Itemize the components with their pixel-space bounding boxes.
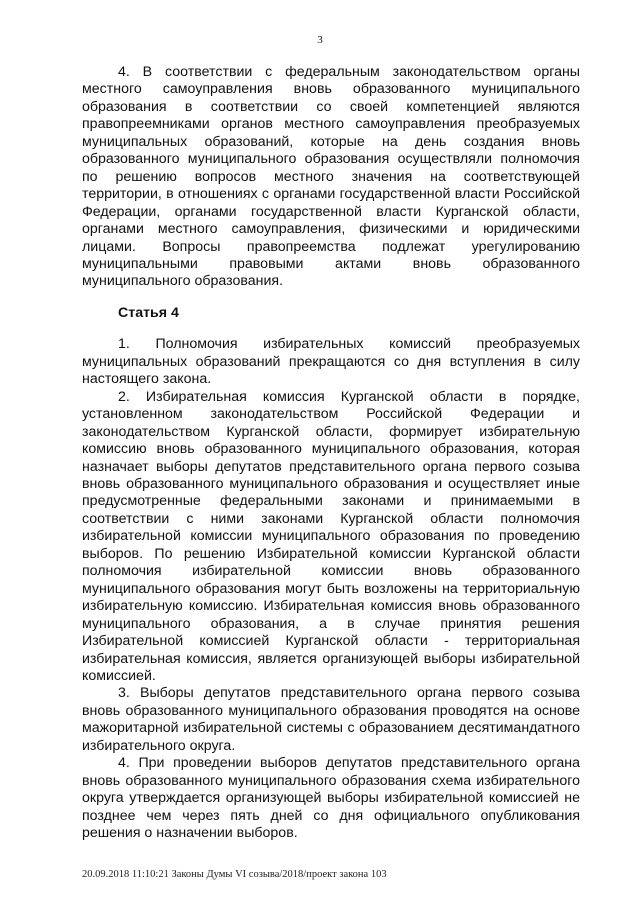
document-body bbox=[82, 64, 580, 842]
page-number: 3 bbox=[317, 34, 323, 46]
article-paragraph: 4. При проведении выборов депутатов представительного органа вновь образованного муниципального образования схема избирательного округа утверждается организующей выборы избирательной комиссией не позднее чем через пять дней со дня официального опубликования решения о назначении выборов. bbox=[82, 755, 580, 842]
article-paragraph: 1. Полномочия избирательных комиссий преобразуемых муниципальных образований прекращаются со дня вступления в силу настоящего закона. bbox=[82, 336, 580, 388]
article-paragraph: 2. Избирательная комиссия Курганской области в порядке, установленном законодательством Российской Федерации и законодательством Курганской области, формирует избирательную комиссию вновь образованного муниципального образования, которая назначает выборы депутатов представительного органа первого созыва вновь образованного муниципального образования и осуществляет иные предусмотренные федеральными законами и принимаемыми в соответствии с ними законами Курганской области полномочия избирательной комиссии муниципального образования по проведению выборов. По решению Избирательной комиссии Курганской области полномочия избирательной комиссии вновь образованного муниципального образования могут быть возложены на территориальную избирательную комиссию. Избирательная комиссия вновь образованного муниципального образования, а в случае принятия решения Избирательной комиссией Курганской области - территориальная избирательная комиссия, является организующей выборы избирательной комиссией. bbox=[82, 388, 580, 684]
article-heading: Статья 4 bbox=[118, 304, 179, 321]
paragraph-legal-succession: 4. В соответствии с федеральным законодательством органы местного самоуправления вновь образованного муниципального образования в соответствии со своей компетенцией являются правопреемниками органов местного самоуправления преобразуемых муниципальных образований, которые на день создания вновь образованного муниципального образования осуществляли полномочия по решению вопросов местного значения на соответствующей территории, в отношениях с органами государственной власти Российской Федерации, органами государственной власти Курганской области, органами местного самоуправления, физическими и юридическими лицами. Вопросы правопреемства подлежат урегулированию муниципальными правовыми актами вновь образованного муниципального образования. bbox=[82, 64, 580, 290]
article-paragraph: 3. Выборы депутатов представительного органа первого созыва вновь образованного муниципального образования проводятся на основе мажоритарной избирательной системы с образованием десятимандатного избирательного округа. bbox=[82, 685, 580, 754]
document-footer: 20.09.2018 11:10:21 Законы Думы VI созыва/2018/проект закона 103 bbox=[82, 869, 387, 880]
